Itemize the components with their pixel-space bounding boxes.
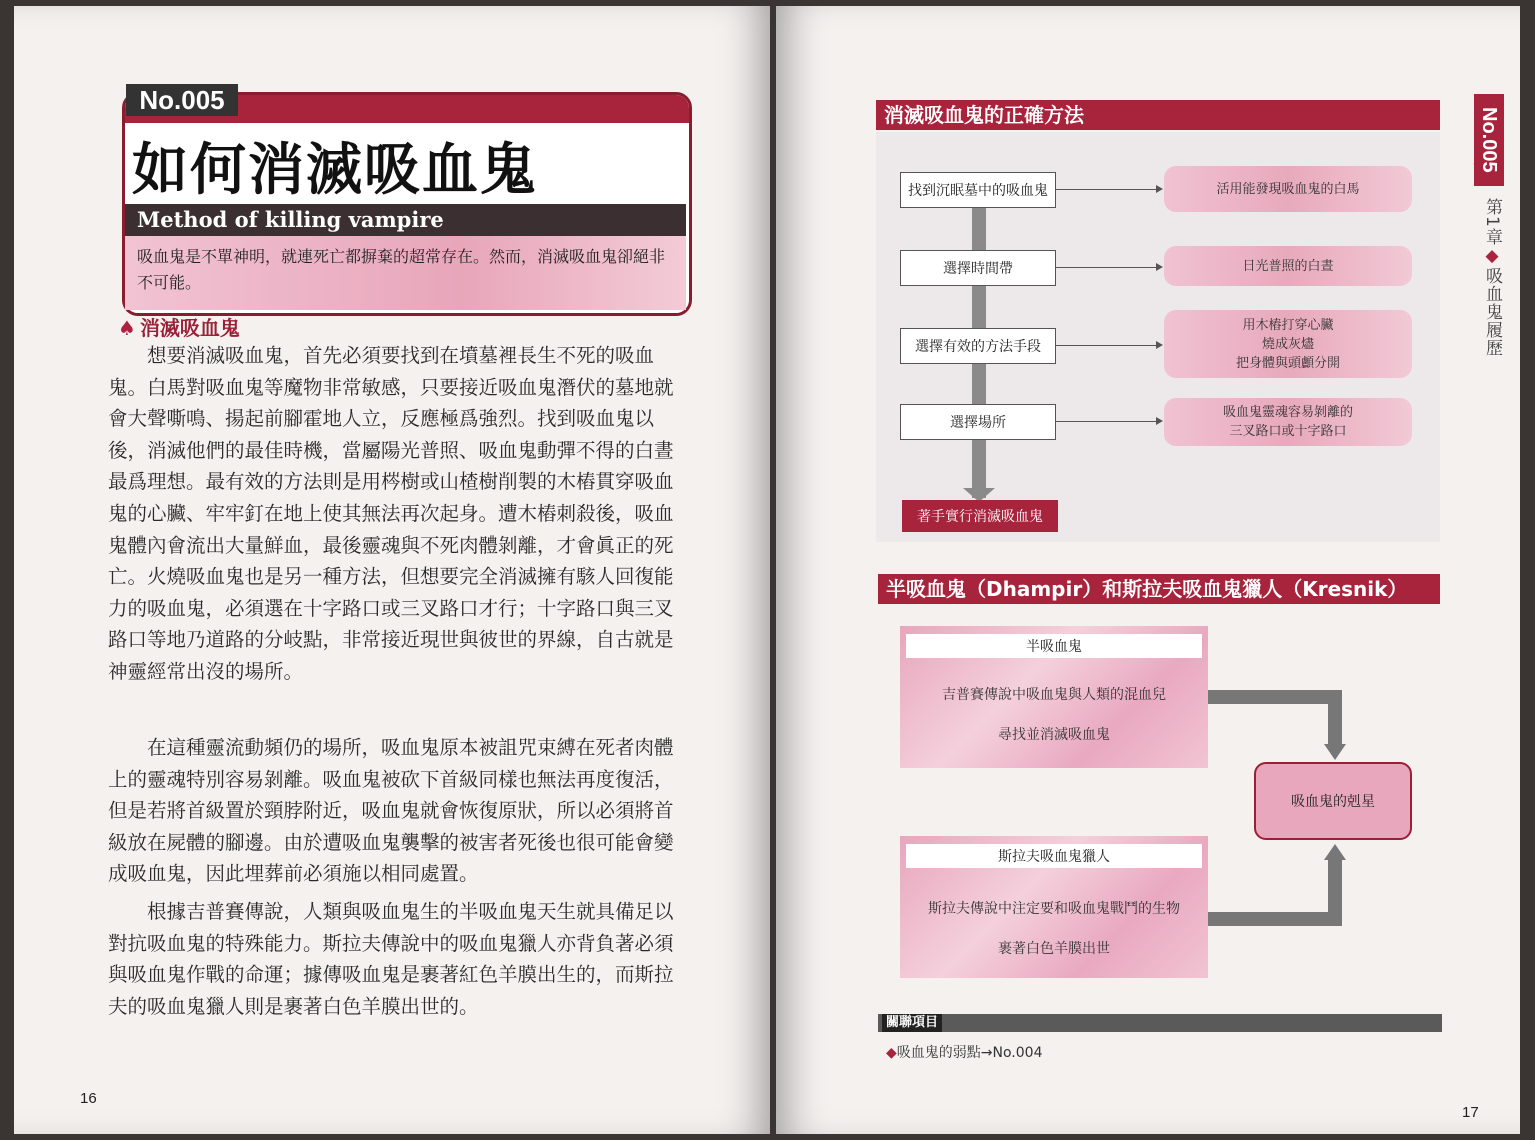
related-item-text: 吸血鬼的弱點→No.004 [896,1045,1043,1061]
diamond-icon: ◆ [1482,245,1502,267]
nemesis-box: 吸血鬼的剋星 [1254,762,1412,840]
chapter-title: 吸血鬼履歷 [1482,266,1502,357]
section-heading [118,312,240,341]
chapter-label [1480,198,1505,357]
section2-title: 半吸血鬼（Dhampir）和斯拉夫吸血鬼獵人（Kresnik） [878,574,1440,604]
spade-icon: ♠ [118,316,136,340]
step-box-1: 找到沉眠墓中的吸血鬼 [900,172,1056,208]
dhampir-line-1: 吉普賽傳說中吸血鬼與人類的混血兒 [942,687,1166,703]
diamond-icon: ◆ [886,1045,897,1061]
dhampir-line-2: 尋找並消滅吸血鬼 [998,727,1110,743]
related-item-link[interactable] [886,1042,1042,1062]
kresnik-connector-vertical [1328,860,1342,926]
result-1-line-1: 活用能發現吸血鬼的白馬 [1216,181,1360,197]
body-paragraph-2: 在這種靈流動頻仍的場所，吸血鬼原本被詛咒束縛在死者肉體上的靈魂特別容易剝離。吸血鬼被砍下首級同樣也無法再度復活，但是若將首級置於頸脖附近，吸血鬼就會恢復原狀，所以必須將首級放在屍體的腳邊。由於遭吸血鬼襲擊的被害者死後也很可能會變成吸血鬼，因此埋葬前必須施以相同處置。 [108,736,674,886]
step-box-2: 選擇時間帶 [900,250,1056,286]
summary-text: 吸血鬼是不單神明，就連死亡都摒棄的超常存在。然而，消滅吸血鬼卻絕非不可能。 [125,236,686,310]
body-paragraph-3: 根據吉普賽傳說，人類與吸血鬼生的半吸血鬼天生就具備足以對抗吸血鬼的特殊能力。斯拉夫傳說中的吸血鬼獵人亦背負著必須與吸血鬼作戰的命運；據傳吸血鬼是裹著紅色羊膜出生的，而斯拉夫的吸血鬼獵人則是裹著白色羊膜出世的。 [108,900,674,1018]
result-2-line-1: 日光普照的白晝 [1242,258,1334,274]
arrow-line-3 [1056,345,1156,346]
dhampir-title: 半吸血鬼 [906,634,1202,658]
arrow-line-4 [1056,421,1156,422]
result-3-line-2: 燒成灰燼 [1261,336,1314,352]
result-3-line-1: 用木樁打穿心臟 [1242,317,1334,333]
related-items-bar [878,1014,1442,1032]
dhampir-connector [1208,690,1342,704]
left-page-number: 16 [80,1090,97,1107]
arrow-down-icon [1324,744,1346,760]
entry-side-tab: No.005 [1474,94,1504,186]
section-heading-text: 消滅吸血鬼 [139,316,240,340]
kresnik-line-1: 斯拉夫傳說中注定要和吸血鬼戰鬥的生物 [928,901,1180,917]
result-box-3 [1164,310,1412,378]
section1-title: 消滅吸血鬼的正確方法 [876,100,1440,130]
entry-number-badge: No.005 [126,84,238,116]
page-title: 如何消滅吸血鬼 [132,138,538,203]
chapter-prefix: 第1章 [1482,198,1502,246]
final-step-box: 著手實行消滅吸血鬼 [902,500,1058,532]
kresnik-line-2: 裹著白色羊膜出世 [998,941,1110,957]
result-4-line-2: 三叉路口或十字路口 [1229,424,1347,439]
kresnik-title: 斯拉夫吸血鬼獵人 [906,844,1202,868]
related-items-label: 關聯項目 [882,1014,942,1032]
step-box-3: 選擇有效的方法手段 [900,328,1056,364]
step-box-4: 選擇場所 [900,404,1056,440]
right-page-number: 17 [1462,1104,1479,1121]
arrow-right-icon [1156,263,1163,271]
result-box-2 [1164,246,1412,286]
arrow-line-1 [1056,189,1156,190]
arrow-right-icon [1156,185,1163,193]
english-subtitle: Method of killing vampire [125,204,686,236]
result-box-1 [1164,166,1412,212]
arrow-right-icon [1156,341,1163,349]
arrow-up-icon [1324,844,1346,860]
result-box-4 [1164,398,1412,446]
result-3-line-3: 把身體與頭顱分開 [1235,355,1340,371]
kresnik-connector [1208,912,1342,926]
arrow-right-icon [1156,417,1163,425]
arrow-line-2 [1056,267,1156,268]
body-paragraph-1: 想要消滅吸血鬼，首先必須要找到在墳墓裡長生不死的吸血鬼。白馬對吸血鬼等魔物非常敏感，只要接近吸血鬼潛伏的墓地就會大聲嘶鳴、揚起前腳霍地人立，反應極爲強烈。找到吸血鬼以後，消滅他們的最佳時機，當屬陽光普照、吸血鬼動彈不得的白晝最爲理想。最有效的方法則是用梣樹或山楂樹削製的木樁貫穿吸血鬼的心臟、牢牢釘在地上使其無法再次起身。遭木樁刺殺後，吸血鬼體內會流出大量鮮血，最後靈魂與不死肉體剝離，才會眞正的死亡。火燒吸血鬼也是另一種方法，但想要完全消滅擁有駭人回復能力的吸血鬼，必須選在十字路口或三叉路口才行；十字路口與三叉路口等地乃道路的分岐點，非常接近現世與彼世的界線，自古就是神靈經常出沒的場所。 [108,344,674,683]
dhampir-connector-vertical [1328,690,1342,746]
result-4-line-1: 吸血鬼靈魂容易剝離的 [1222,405,1353,420]
